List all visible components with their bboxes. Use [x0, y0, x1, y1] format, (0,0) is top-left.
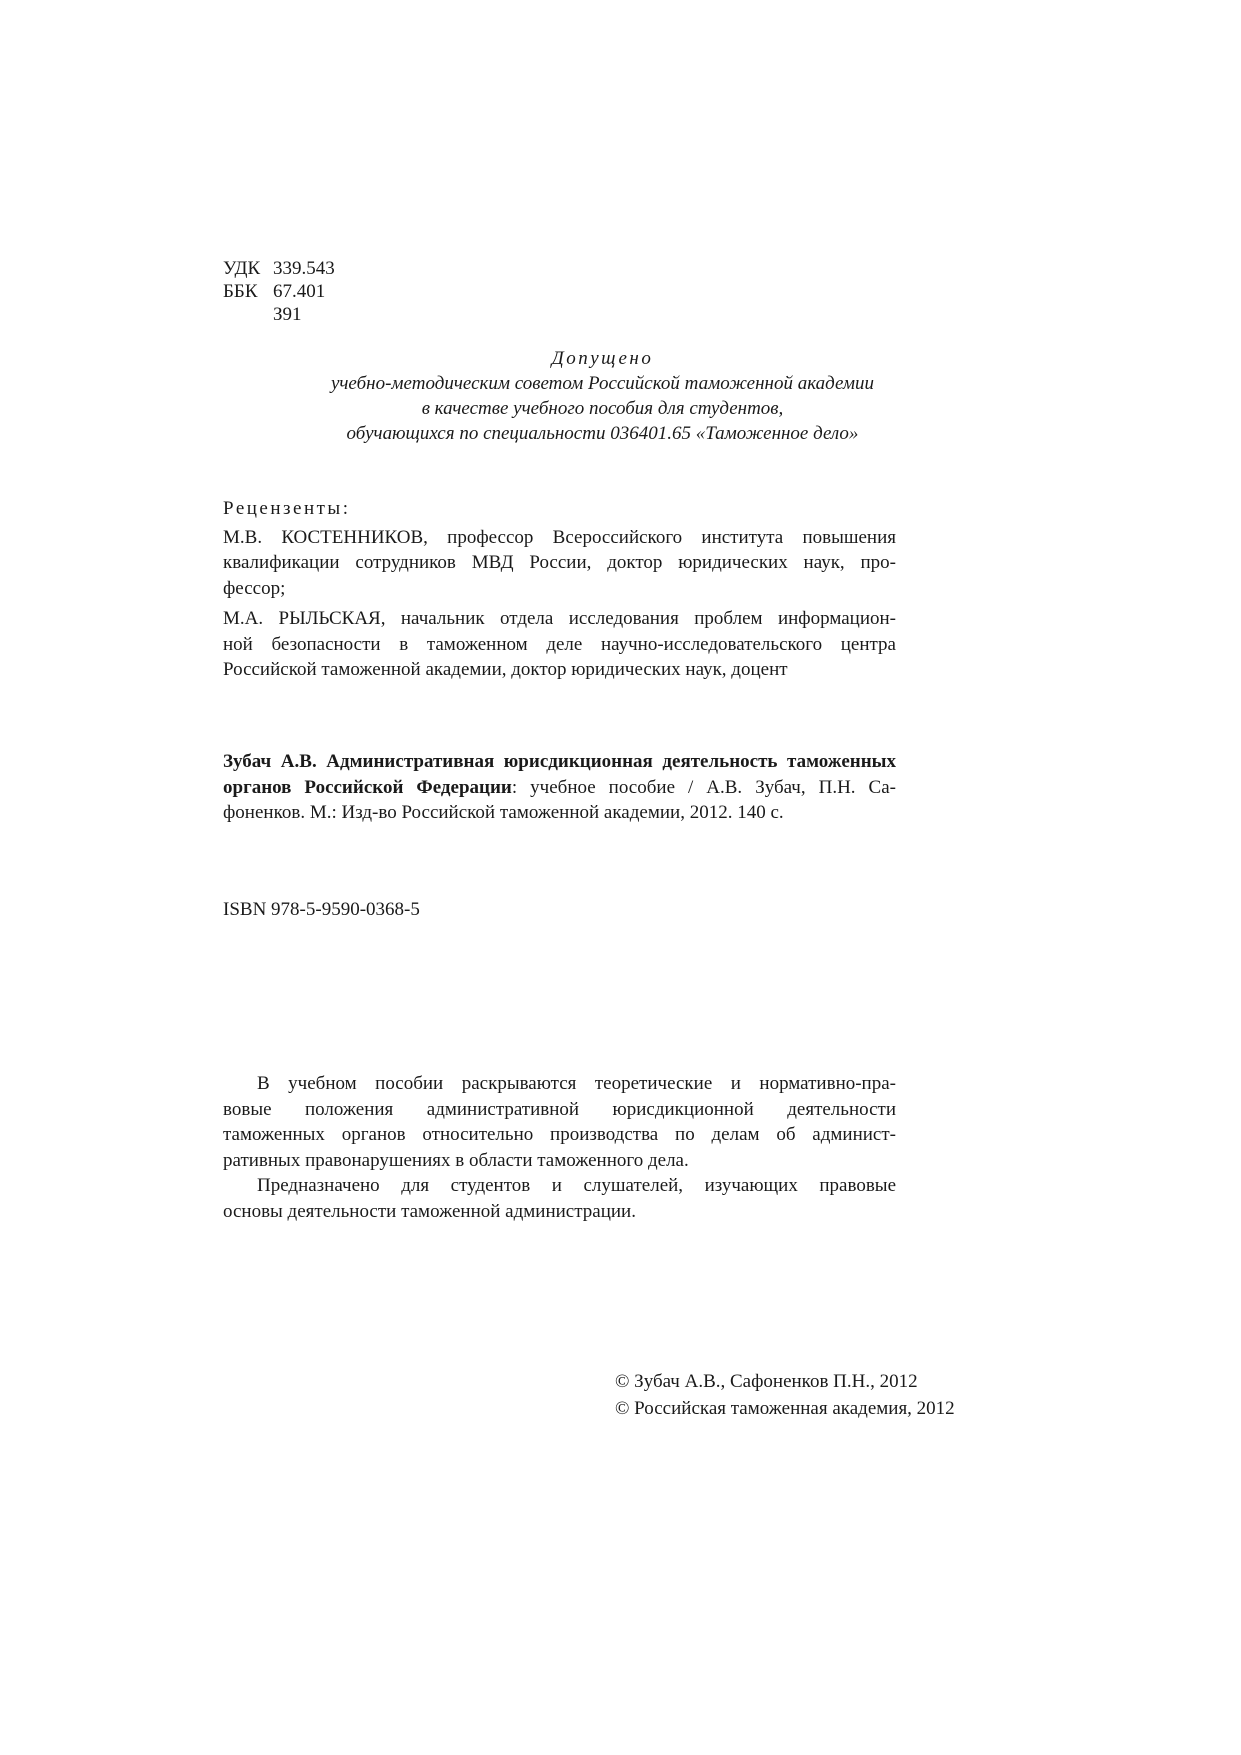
udk-value: 339.543 [273, 258, 335, 279]
annotation-line: основы деятельности таможенной администрации. [223, 1200, 636, 1222]
annotation-paragraph-2 [223, 1173, 896, 1224]
reviewers-section [223, 496, 896, 688]
annotation-line: Предназначено для студентов и слушателей, изучающих правовые [257, 1175, 896, 1196]
biblio-line-2 [223, 775, 896, 801]
annotation-line: таможенных органов относительно производства по делам об админист- [223, 1124, 896, 1145]
reviewer-entry-2 [223, 606, 896, 683]
bibliographic-description [223, 749, 896, 826]
reviewer-1-line: квалификации сотрудников МВД России, доктор юридических наук, про- [223, 552, 896, 573]
classification-codes [223, 257, 393, 326]
approval-heading: Допущено [551, 348, 654, 369]
udk-row [223, 257, 393, 280]
biblio-title-part-2: органов Российской Федерации [223, 776, 512, 798]
annotation-line: ративных правонарушениях в области таможенного дела. [223, 1149, 689, 1171]
copyright-notice [615, 1368, 955, 1422]
annotation [223, 1071, 896, 1224]
reviewer-1-line: фессор; [223, 577, 286, 599]
bbk-row [223, 280, 393, 303]
biblio-details: : учебное пособие / А.В. Зубач, П.Н. Са- [511, 776, 896, 798]
isbn: ISBN 978-5-9590-0368-5 [223, 899, 420, 920]
reviewer-2-line: М.А. РЫЛЬСКАЯ, начальник отдела исследования проблем информацион- [223, 608, 896, 629]
biblio-line-1 [223, 749, 896, 775]
biblio-title-part-1: Зубач А.В. Административная юрисдикционная деятельность таможенных [223, 751, 896, 772]
copyright-publisher: © Российская таможенная академия, 2012 [615, 1398, 955, 1419]
approval-line: в качестве учебного пособия для студентов, [421, 398, 784, 419]
annotation-paragraph-1 [223, 1071, 896, 1173]
reviewers-title: Рецензенты: [223, 498, 351, 519]
author-mark: З91 [273, 304, 302, 325]
bbk-value: 67.401 [273, 281, 326, 302]
reviewer-1-line: М.В. КОСТЕННИКОВ, профессор Всероссийского института повышения [223, 526, 896, 548]
annotation-line: вовые положения административной юрисдикционной деятельности [223, 1098, 896, 1120]
approval-line: учебно-методическим советом Российской таможенной академии [330, 373, 875, 394]
reviewer-2-line: Российской таможенной академии, доктор юридических наук, доцент [223, 659, 788, 680]
approval-notice [300, 346, 905, 446]
annotation-line: В учебном пособии раскрываются теоретические и нормативно-пра- [257, 1073, 896, 1094]
author-mark-row [223, 303, 393, 326]
copyright-authors: © Зубач А.В., Сафоненков П.Н., 2012 [615, 1371, 918, 1392]
reviewer-2-line: ной безопасности в таможенном деле научно-исследовательского центра [223, 633, 896, 655]
udk-label: УДК [223, 258, 261, 279]
bbk-label: ББК [223, 281, 258, 302]
approval-line: обучающихся по специальности 036401.65 «Таможенное дело» [346, 423, 859, 444]
biblio-line-3: фоненков. М.: Изд-во Российской таможенной академии, 2012. 140 с. [223, 802, 784, 823]
reviewer-entry-1 [223, 525, 896, 602]
